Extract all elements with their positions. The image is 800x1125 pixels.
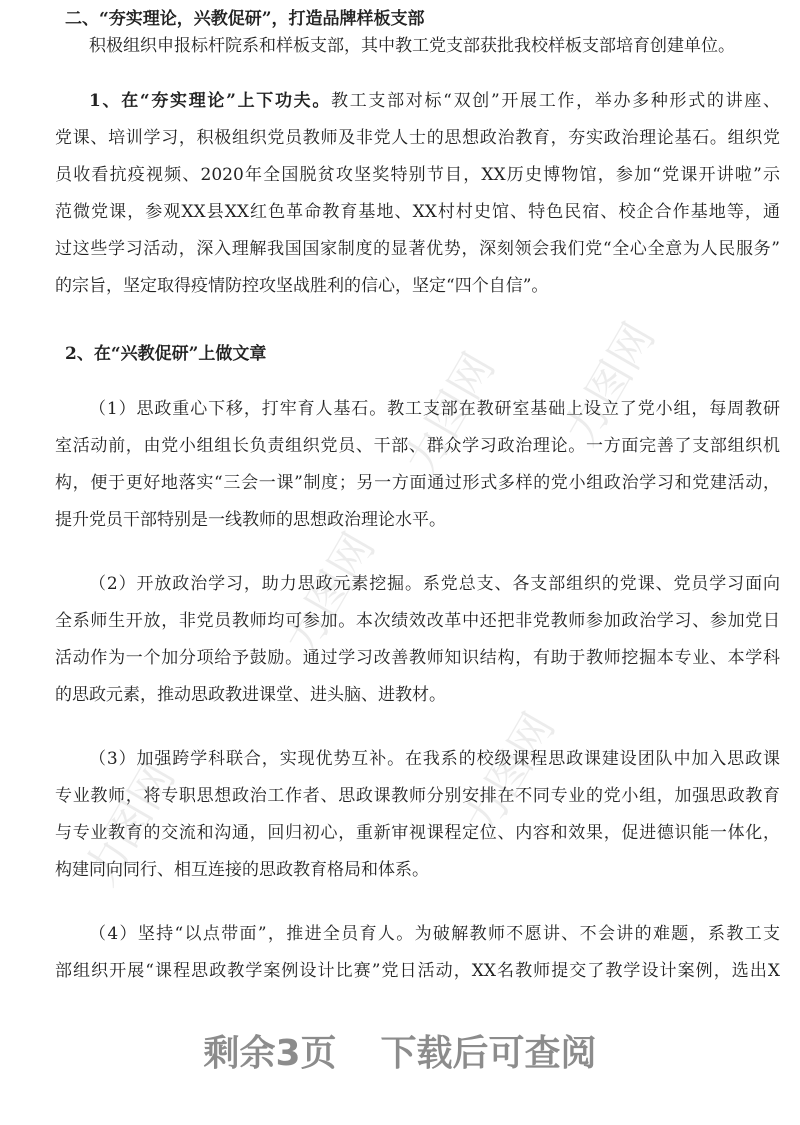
remaining-pages-label: 剩余3页 bbox=[203, 1033, 337, 1074]
point2-heading: 2、在“兴教促研”上做文章 bbox=[65, 344, 267, 364]
point1-lead: 1、在“夯实理论”上下功夫。 bbox=[89, 91, 332, 111]
section-heading: 二、“夯实理论，兴教促研”，打造品牌样板支部 bbox=[65, 9, 425, 29]
download-to-view-label: 下载后可查阅 bbox=[380, 1033, 597, 1074]
download-prompt[interactable] bbox=[0, 1025, 800, 1076]
intro-paragraph: 积极组织申报标杆院系和样板支部，其中教工党支部获批我校样板支部培育创建单位。 bbox=[89, 36, 735, 56]
